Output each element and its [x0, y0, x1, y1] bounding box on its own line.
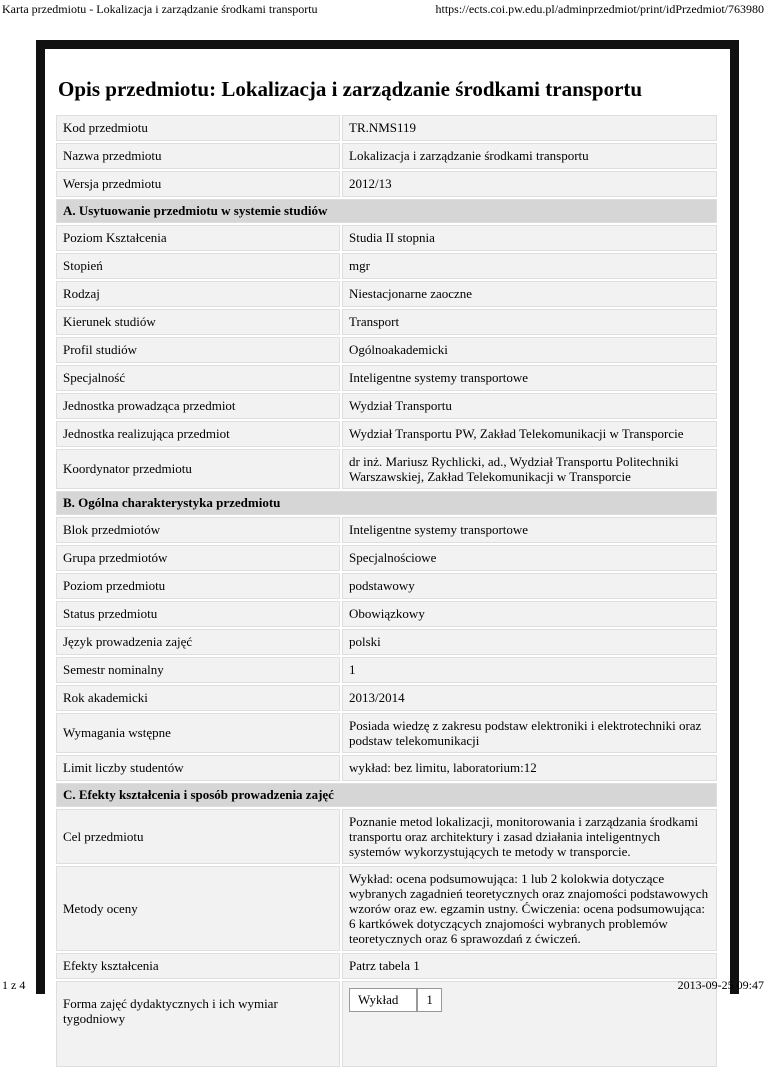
section-c-header: [56, 783, 717, 807]
row-value: Transport: [342, 309, 717, 335]
row-value: Ogólnoakademicki: [342, 337, 717, 363]
table-row: [56, 449, 717, 489]
section-heading: C. Efekty kształcenia i sposób prowadzenia zajęć: [56, 783, 717, 807]
row-label: Grupa przedmiotów: [56, 545, 340, 571]
row-value: Studia II stopnia: [342, 225, 717, 251]
forma-hours: 1: [417, 988, 442, 1012]
table-row: [56, 981, 717, 1067]
row-label: Wersja przedmiotu: [56, 171, 340, 197]
table-row: [56, 517, 717, 543]
page-frame: [36, 40, 739, 1026]
table-row: [56, 281, 717, 307]
row-label: Poziom Kształcenia: [56, 225, 340, 251]
row-value: Specjalnościowe: [342, 545, 717, 571]
forma-zajec-row: [349, 988, 442, 1012]
row-value: wykład: bez limitu, laboratorium:12: [342, 755, 717, 781]
row-value: Inteligentne systemy transportowe: [342, 365, 717, 391]
row-value: TR.NMS119: [342, 115, 717, 141]
row-label: Kierunek studiów: [56, 309, 340, 335]
table-row: [56, 171, 717, 197]
section-b-header: [56, 491, 717, 515]
row-label: Cel przedmiotu: [56, 809, 340, 864]
table-row: [56, 421, 717, 447]
table-row: [56, 629, 717, 655]
row-label: Specjalność: [56, 365, 340, 391]
section-heading: A. Usytuowanie przedmiotu w systemie studiów: [56, 199, 717, 223]
section-a-header: [56, 199, 717, 223]
table-row: [56, 573, 717, 599]
table-row: [56, 253, 717, 279]
row-label: Język prowadzenia zajęć: [56, 629, 340, 655]
table-row: [56, 393, 717, 419]
print-header-url: https://ects.coi.pw.edu.pl/adminprzedmiot/print/idPrzedmiot/763980: [435, 2, 764, 16]
row-value: 2013/2014: [342, 685, 717, 711]
row-value: Lokalizacja i zarządzanie środkami transportu: [342, 143, 717, 169]
forma-zajec-table: [349, 988, 442, 1012]
row-label: Wymagania wstępne: [56, 713, 340, 753]
row-label: Koordynator przedmiotu: [56, 449, 340, 489]
row-value: Wykład: ocena podsumowująca: 1 lub 2 kolokwia dotyczące wybranych zagadnień teoretycznych oraz znajomości podstawowych wzorów oraz ew. egzamin ustny. Ćwiczenia: ocena podsumowująca: 6 kartkówek dotyczących znajomości wybranych problemów teoretycznych oraz 6 sprawozdań z ćwiczeń.: [342, 866, 717, 951]
table-row: [56, 545, 717, 571]
section-heading: B. Ogólna charakterystyka przedmiotu: [56, 491, 717, 515]
table-row: [56, 225, 717, 251]
row-label: Semestr nominalny: [56, 657, 340, 683]
table-row: [56, 337, 717, 363]
forma-name: Wykład: [349, 988, 417, 1012]
row-label: Limit liczby studentów: [56, 755, 340, 781]
row-value: podstawowy: [342, 573, 717, 599]
table-row: [56, 713, 717, 753]
row-label: Jednostka prowadząca przedmiot: [56, 393, 340, 419]
row-value: 1: [342, 657, 717, 683]
table-row: [56, 755, 717, 781]
page-title: Opis przedmiotu: Lokalizacja i zarządzanie środkami transportu: [58, 77, 643, 101]
table-row: [56, 309, 717, 335]
row-value: Posiada wiedzę z zakresu podstaw elektroniki i elektrotechniki oraz podstaw telekomunikacji: [342, 713, 717, 753]
row-label: Jednostka realizująca przedmiot: [56, 421, 340, 447]
row-label: Poziom przedmiotu: [56, 573, 340, 599]
print-footer-page: 1 z 4: [2, 978, 26, 992]
row-label: Nazwa przedmiotu: [56, 143, 340, 169]
table-row: [56, 809, 717, 864]
table-row: [56, 115, 717, 141]
content-panel: [45, 49, 730, 1026]
row-label: Status przedmiotu: [56, 601, 340, 627]
row-value: mgr: [342, 253, 717, 279]
table-row: [56, 365, 717, 391]
row-value: 2012/13: [342, 171, 717, 197]
print-footer-datetime: 2013-09-25 09:47: [677, 978, 764, 992]
print-header-title: Karta przedmiotu - Lokalizacja i zarządzanie środkami transportu: [2, 2, 318, 16]
table-row: [56, 866, 717, 951]
row-value: Niestacjonarne zaoczne: [342, 281, 717, 307]
row-label: Stopień: [56, 253, 340, 279]
row-label: Kod przedmiotu: [56, 115, 340, 141]
row-value: [342, 981, 717, 1067]
row-value: dr inż. Mariusz Rychlicki, ad., Wydział Transportu Politechniki Warszawskiej, Zakład Telekomunikacji w Transporcie: [342, 449, 717, 489]
row-label: Profil studiów: [56, 337, 340, 363]
table-row: [56, 685, 717, 711]
table-row: [56, 601, 717, 627]
row-label: Forma zajęć dydaktycznych i ich wymiar tygodniowy: [56, 981, 340, 1067]
row-value: Wydział Transportu: [342, 393, 717, 419]
row-label: Efekty kształcenia: [56, 953, 340, 979]
row-value: Obowiązkowy: [342, 601, 717, 627]
table-row: [56, 657, 717, 683]
row-value: Patrz tabela 1: [342, 953, 717, 979]
row-label: Rok akademicki: [56, 685, 340, 711]
row-value: Wydział Transportu PW, Zakład Telekomunikacji w Transporcie: [342, 421, 717, 447]
row-value: polski: [342, 629, 717, 655]
course-table: [54, 113, 719, 1069]
table-row: [56, 953, 717, 979]
row-label: Metody oceny: [56, 866, 340, 951]
table-row: [56, 143, 717, 169]
row-label: Rodzaj: [56, 281, 340, 307]
row-label: Blok przedmiotów: [56, 517, 340, 543]
row-value: Inteligentne systemy transportowe: [342, 517, 717, 543]
row-value: Poznanie metod lokalizacji, monitorowania i zarządzania środkami transportu oraz architektury i zasad działania inteligentnych systemów wykorzystujących te metody w transporcie.: [342, 809, 717, 864]
